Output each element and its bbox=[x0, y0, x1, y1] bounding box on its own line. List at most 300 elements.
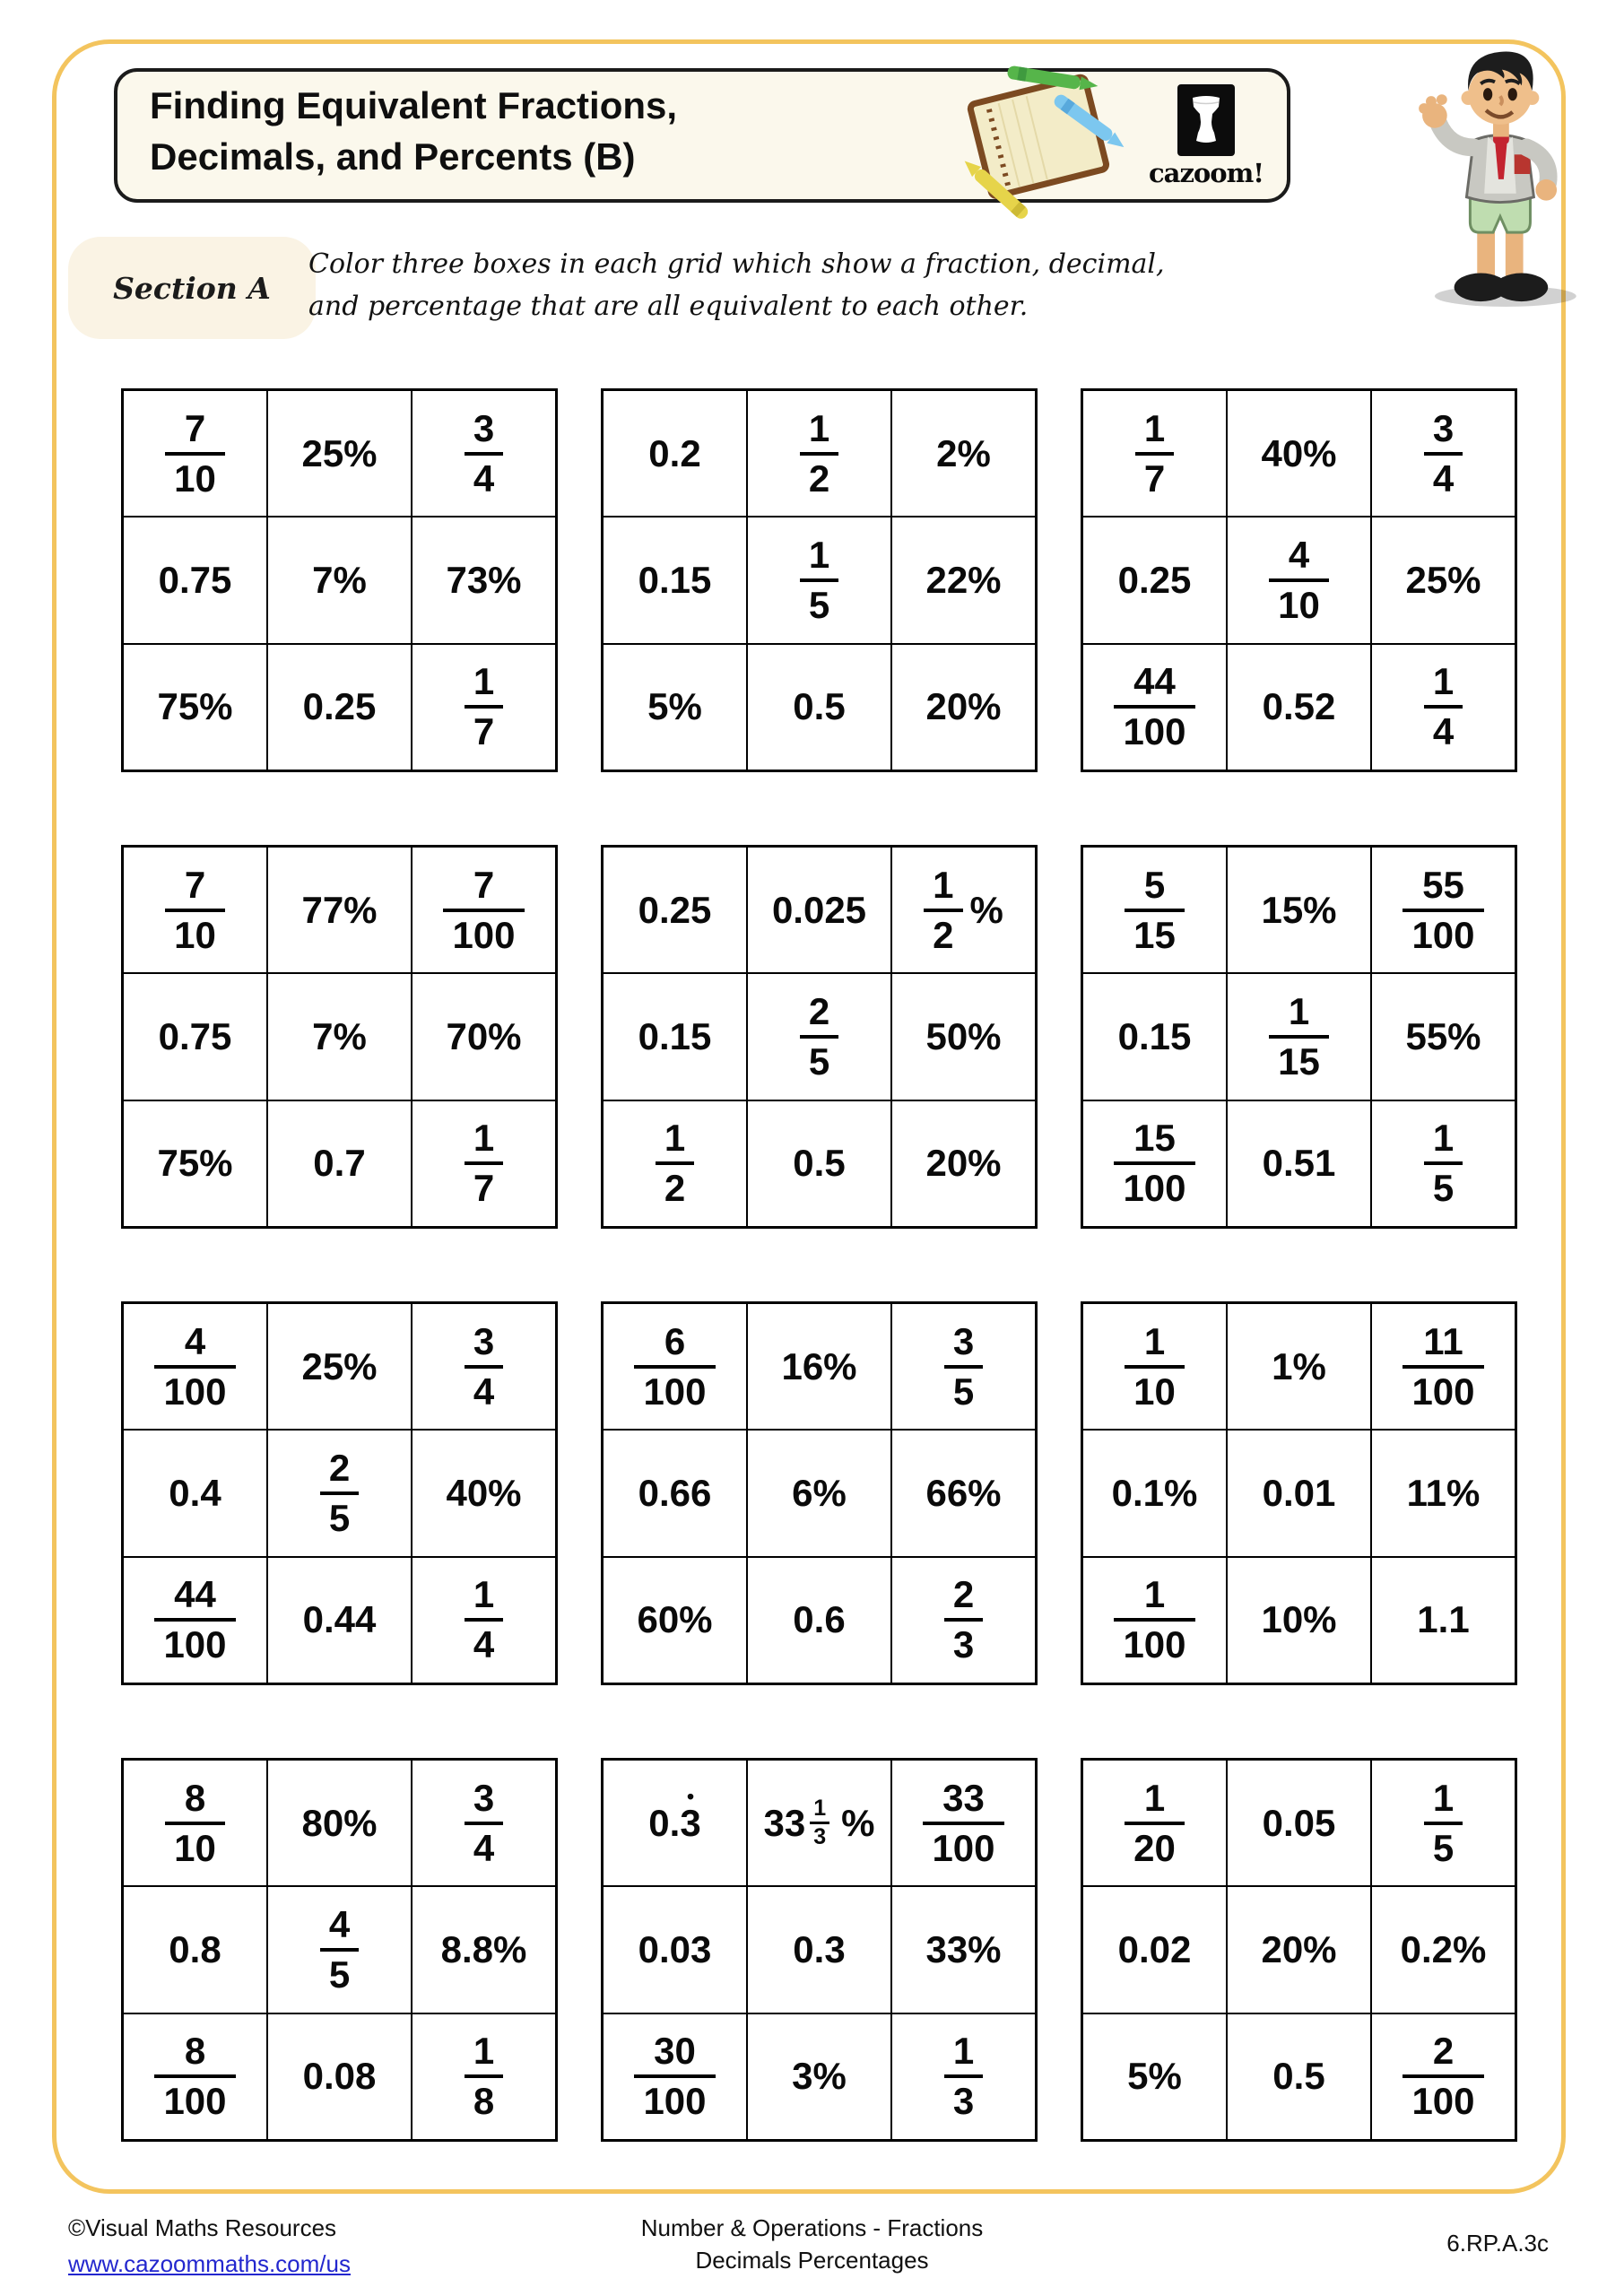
grid-7-cell-r2c1[interactable] bbox=[123, 1430, 267, 1556]
grid-9-cell-r2c3[interactable] bbox=[1371, 1430, 1515, 1556]
fraction-numerator: 1 bbox=[473, 1573, 495, 1616]
grid-11-cell-r2c1[interactable] bbox=[603, 1886, 747, 2013]
grid-4-cell-r3c1[interactable] bbox=[123, 1100, 267, 1227]
equivalence-grid-3 bbox=[1081, 388, 1517, 772]
fraction-numerator: 2 bbox=[1432, 2030, 1455, 2073]
grid-2-cell-r2c1[interactable] bbox=[603, 517, 747, 643]
fraction-numerator: 7 bbox=[473, 863, 495, 906]
cell-value: 20% bbox=[925, 1142, 1002, 1185]
fraction-denominator: 4 bbox=[465, 452, 503, 499]
grid-3-cell-r2c3[interactable] bbox=[1371, 517, 1515, 643]
fraction-denominator: 5 bbox=[320, 1948, 359, 1995]
grid-1-cell-r1c2[interactable] bbox=[267, 390, 412, 517]
fraction-numerator: 33 bbox=[942, 1776, 985, 1819]
grid-5-cell-r3c3[interactable] bbox=[891, 1100, 1036, 1227]
grid-9-cell-r3c2[interactable] bbox=[1227, 1557, 1371, 1683]
instructions-line2: and percentage that are all equivalent to each other. bbox=[308, 290, 1029, 322]
cell-value: 0.25 bbox=[638, 888, 712, 931]
grid-8-cell-r1c2[interactable] bbox=[747, 1303, 891, 1430]
fraction bbox=[154, 1319, 235, 1413]
fraction-numerator: 1 bbox=[1143, 1573, 1166, 1616]
footer-center bbox=[641, 2212, 983, 2277]
grid-3-cell-r1c3[interactable] bbox=[1371, 390, 1515, 517]
fraction-numerator: 8 bbox=[184, 2030, 206, 2073]
grid-4-cell-r1c1[interactable] bbox=[123, 847, 267, 973]
cell-value: 25% bbox=[1405, 558, 1481, 601]
fraction-denominator: 5 bbox=[800, 1035, 838, 1082]
fraction-denominator: 100 bbox=[1403, 1365, 1483, 1412]
fraction bbox=[443, 865, 524, 955]
grid-11-cell-r1c1[interactable] bbox=[603, 1760, 747, 1886]
grid-11-cell-r3c2[interactable] bbox=[747, 2013, 891, 2140]
fraction-denominator: 2 bbox=[924, 909, 962, 955]
grid-11-cell-r3c3[interactable] bbox=[891, 2013, 1036, 2140]
fraction-denominator: 20 bbox=[1125, 1822, 1185, 1868]
fraction bbox=[465, 1319, 503, 1413]
grid-3-cell-r3c2[interactable] bbox=[1227, 644, 1371, 770]
grid-12-cell-r2c1[interactable] bbox=[1082, 1886, 1227, 2013]
fraction-numerator: 3 bbox=[473, 406, 495, 449]
fraction bbox=[1114, 1575, 1194, 1665]
fraction-denominator: 15 bbox=[1269, 1035, 1329, 1082]
grid-8-cell-r2c3[interactable] bbox=[891, 1430, 1036, 1556]
cell-value: 1.1 bbox=[1417, 1598, 1470, 1641]
fraction bbox=[1125, 1319, 1185, 1413]
grid-6-cell-r1c1[interactable] bbox=[1082, 847, 1227, 973]
fraction bbox=[1269, 535, 1329, 625]
grid-4-cell-r2c2[interactable] bbox=[267, 973, 412, 1100]
grid-1-cell-r3c1[interactable] bbox=[123, 644, 267, 770]
grid-11-cell-r2c2[interactable] bbox=[747, 1886, 891, 2013]
mixed-number-percent bbox=[764, 1797, 875, 1848]
grid-7-cell-r3c3[interactable] bbox=[412, 1557, 556, 1683]
grid-9-cell-r3c1[interactable] bbox=[1082, 1557, 1227, 1683]
section-a-label: Section A bbox=[113, 270, 271, 306]
cell-value: 0.15 bbox=[638, 558, 712, 601]
grid-2-cell-r2c3[interactable] bbox=[891, 517, 1036, 643]
cell-value: 0.52 bbox=[1262, 685, 1336, 728]
fraction-denominator: 7 bbox=[465, 705, 503, 752]
fraction bbox=[1403, 865, 1483, 955]
fraction bbox=[1424, 406, 1463, 500]
fraction-numerator: 5 bbox=[1143, 863, 1166, 906]
cell-value: 8.8% bbox=[440, 1927, 527, 1970]
cell-value: 7% bbox=[312, 558, 367, 601]
grid-10-cell-r1c3[interactable] bbox=[412, 1760, 556, 1886]
grid-10-cell-r2c1[interactable] bbox=[123, 1886, 267, 2013]
fraction bbox=[165, 1776, 225, 1869]
grid-5-cell-r3c2[interactable] bbox=[747, 1100, 891, 1227]
fraction bbox=[800, 535, 838, 625]
cell-value: 0.03 bbox=[638, 1927, 712, 1970]
grid-3-cell-r2c1[interactable] bbox=[1082, 517, 1227, 643]
grid-6-cell-r1c2[interactable] bbox=[1227, 847, 1371, 973]
grid-8-cell-r3c1[interactable] bbox=[603, 1557, 747, 1683]
fraction-numerator: 1 bbox=[473, 660, 495, 703]
cell-value: 10% bbox=[1261, 1598, 1337, 1641]
cell-value: 0.01 bbox=[1262, 1471, 1336, 1514]
fraction-numerator: 1 bbox=[1143, 406, 1166, 449]
grid-5-cell-r1c3[interactable] bbox=[891, 847, 1036, 973]
section-instructions bbox=[308, 244, 1205, 327]
grid-12-cell-r1c1[interactable] bbox=[1082, 1760, 1227, 1886]
grid-6-cell-r2c2[interactable] bbox=[1227, 973, 1371, 1100]
equivalence-grid-8 bbox=[601, 1301, 1038, 1685]
fraction-denominator: 100 bbox=[1114, 1618, 1194, 1665]
grid-12-cell-r1c3[interactable] bbox=[1371, 1760, 1515, 1886]
fraction-denominator: 4 bbox=[1424, 452, 1463, 499]
grid-3-cell-r2c2[interactable] bbox=[1227, 517, 1371, 643]
cell-value: 0.15 bbox=[1117, 1014, 1192, 1057]
recurring-dot: • bbox=[686, 1784, 695, 1808]
grid-3-cell-r3c3[interactable] bbox=[1371, 644, 1515, 770]
cell-value: 25% bbox=[301, 1344, 378, 1387]
grid-10-cell-r1c2[interactable] bbox=[267, 1760, 412, 1886]
grid-3-cell-r3c1[interactable] bbox=[1082, 644, 1227, 770]
cell-value: 0.6 bbox=[793, 1598, 846, 1641]
fraction bbox=[165, 865, 225, 955]
percent-sign: % bbox=[969, 888, 1003, 931]
cell-value: 25% bbox=[301, 431, 378, 474]
fraction bbox=[154, 1575, 235, 1665]
fraction-numerator: 1 bbox=[1143, 1319, 1166, 1362]
fraction-numerator: 4 bbox=[1288, 533, 1310, 576]
fraction-numerator: 1 bbox=[952, 2030, 975, 2073]
fraction bbox=[320, 1448, 359, 1538]
page-title-line1: Finding Equivalent Fractions, bbox=[150, 84, 678, 126]
cell-value: 55% bbox=[1405, 1014, 1481, 1057]
fraction-numerator: 3 bbox=[1432, 406, 1455, 449]
fraction-numerator: 6 bbox=[664, 1319, 686, 1362]
equivalence-grid-6 bbox=[1081, 845, 1517, 1229]
grid-12-cell-r2c3[interactable] bbox=[1371, 1886, 1515, 2013]
fraction bbox=[634, 2031, 715, 2121]
fraction-numerator: 1 bbox=[808, 533, 830, 576]
fraction-denominator: 2 bbox=[800, 452, 838, 499]
percent-sign: % bbox=[841, 1801, 875, 1844]
cell-value: 0.5 bbox=[793, 1142, 846, 1185]
grid-8-cell-r2c2[interactable] bbox=[747, 1430, 891, 1556]
equivalence-grid-7 bbox=[121, 1301, 558, 1685]
grid-2-cell-r1c2[interactable] bbox=[747, 390, 891, 517]
cell-value: 0.8 bbox=[169, 1927, 221, 1970]
fraction-numerator: 1 bbox=[1432, 1776, 1455, 1819]
fraction-numerator: 44 bbox=[1133, 660, 1176, 703]
cell-value: 0.2% bbox=[1400, 1927, 1487, 1970]
fraction-denominator: 10 bbox=[1269, 578, 1329, 625]
fraction-numerator: 1 bbox=[933, 863, 954, 906]
grids-container bbox=[121, 388, 1517, 2142]
fraction-numerator: 2 bbox=[808, 989, 830, 1032]
grid-10-cell-r2c3[interactable] bbox=[412, 1886, 556, 2013]
grid-4-cell-r2c3[interactable] bbox=[412, 973, 556, 1100]
grid-1-cell-r2c1[interactable] bbox=[123, 517, 267, 643]
fraction-denominator: 100 bbox=[1403, 909, 1483, 955]
section-a-badge bbox=[68, 237, 316, 339]
grid-4-cell-r1c3[interactable] bbox=[412, 847, 556, 973]
grid-8-cell-r1c1[interactable] bbox=[603, 1303, 747, 1430]
cell-value: 0.75 bbox=[158, 1014, 232, 1057]
fraction-numerator: 2 bbox=[328, 1446, 351, 1489]
cell-value: 40% bbox=[1261, 431, 1337, 474]
fraction bbox=[1135, 406, 1174, 500]
fraction-numerator: 2 bbox=[952, 1573, 975, 1616]
fraction-denominator: 3 bbox=[944, 2074, 983, 2121]
fraction-denominator: 100 bbox=[154, 1365, 235, 1412]
grid-1-cell-r1c3[interactable] bbox=[412, 390, 556, 517]
fraction bbox=[810, 1797, 829, 1848]
cell-value: 0.51 bbox=[1262, 1142, 1336, 1185]
grid-11-cell-r1c2[interactable] bbox=[747, 1760, 891, 1886]
grid-2-cell-r1c1[interactable] bbox=[603, 390, 747, 517]
grid-1-cell-r2c3[interactable] bbox=[412, 517, 556, 643]
grid-11-cell-r2c3[interactable] bbox=[891, 1886, 1036, 2013]
fraction-denominator: 100 bbox=[1114, 1161, 1194, 1208]
instructions-line1: Color three boxes in each grid which show a fraction, decimal, bbox=[308, 248, 1165, 280]
recurring-digit: 3 • bbox=[680, 1784, 701, 1844]
grid-1-cell-r1c1[interactable] bbox=[123, 390, 267, 517]
equivalence-grid-9 bbox=[1081, 1301, 1517, 1685]
grid-5-cell-r2c3[interactable] bbox=[891, 973, 1036, 1100]
fraction-numerator: 1 bbox=[1143, 1776, 1166, 1819]
fraction-numerator: 1 bbox=[813, 1796, 827, 1822]
fraction-numerator: 8 bbox=[184, 1776, 206, 1819]
fraction bbox=[634, 1319, 715, 1413]
notebook-crayons-illustration bbox=[942, 56, 1136, 219]
grid-4-cell-r2c1[interactable] bbox=[123, 973, 267, 1100]
fraction-numerator: 15 bbox=[1133, 1117, 1176, 1160]
fraction bbox=[656, 1118, 694, 1208]
grid-7-cell-r1c3[interactable] bbox=[412, 1303, 556, 1430]
grid-5-cell-r1c2[interactable] bbox=[747, 847, 891, 973]
grid-8-cell-r3c2[interactable] bbox=[747, 1557, 891, 1683]
equivalence-grid-4 bbox=[121, 845, 558, 1229]
fraction bbox=[1424, 1118, 1463, 1208]
grid-1-cell-r3c2[interactable] bbox=[267, 644, 412, 770]
fraction-numerator: 1 bbox=[473, 1117, 495, 1160]
fraction-denominator: 3 bbox=[810, 1822, 829, 1848]
cell-value: 20% bbox=[925, 685, 1002, 728]
fraction-denominator: 8 bbox=[465, 2074, 503, 2121]
fraction-denominator: 3 bbox=[944, 1618, 983, 1665]
grid-2-cell-r2c2[interactable] bbox=[747, 517, 891, 643]
cell-value: 60% bbox=[637, 1598, 713, 1641]
grid-5-cell-r3c1[interactable] bbox=[603, 1100, 747, 1227]
grid-2-cell-r3c3[interactable] bbox=[891, 644, 1036, 770]
cell-value: 7% bbox=[312, 1014, 367, 1057]
cell-value: 20% bbox=[1261, 1927, 1337, 1970]
grid-10-cell-r3c3[interactable] bbox=[412, 2013, 556, 2140]
grid-8-cell-r1c3[interactable] bbox=[891, 1303, 1036, 1430]
fraction-denominator: 100 bbox=[1403, 2074, 1483, 2121]
equivalence-grid-11 bbox=[601, 1758, 1038, 2142]
fraction-numerator: 11 bbox=[1423, 1319, 1463, 1362]
grid-5-cell-r2c1[interactable] bbox=[603, 973, 747, 1100]
cell-value: 0.3 bbox=[793, 1927, 846, 1970]
fraction-denominator: 100 bbox=[154, 2074, 235, 2121]
fraction bbox=[800, 406, 838, 500]
fraction-numerator: 1 bbox=[664, 1117, 686, 1160]
cell-value: 0.02 bbox=[1117, 1927, 1192, 1970]
fraction-numerator: 1 bbox=[1432, 1117, 1455, 1160]
fraction bbox=[465, 2031, 503, 2121]
fraction bbox=[800, 989, 838, 1083]
grid-9-cell-r2c2[interactable] bbox=[1227, 1430, 1371, 1556]
grid-8-cell-r2c1[interactable] bbox=[603, 1430, 747, 1556]
cell-value: 16% bbox=[781, 1344, 857, 1387]
grid-6-cell-r2c3[interactable] bbox=[1371, 973, 1515, 1100]
worksheet-header bbox=[114, 68, 1290, 203]
page-title-line2: Decimals, and Percents (B) bbox=[150, 135, 636, 178]
fraction-denominator: 100 bbox=[1114, 705, 1194, 752]
fraction-denominator: 10 bbox=[165, 452, 225, 499]
grid-5-cell-r2c2[interactable] bbox=[747, 973, 891, 1100]
fraction-denominator: 4 bbox=[465, 1822, 503, 1868]
fraction-denominator: 5 bbox=[800, 578, 838, 625]
fraction bbox=[1403, 1319, 1483, 1413]
fraction-numerator: 3 bbox=[473, 1319, 495, 1362]
fraction bbox=[1424, 1776, 1463, 1869]
equivalence-grid-2 bbox=[601, 388, 1038, 772]
grid-12-cell-r2c2[interactable] bbox=[1227, 1886, 1371, 2013]
fraction-denominator: 7 bbox=[465, 1161, 503, 1208]
grid-9-cell-r3c3[interactable] bbox=[1371, 1557, 1515, 1683]
cell-value: 0.75 bbox=[158, 558, 232, 601]
cell-value: 77% bbox=[301, 888, 378, 931]
grid-7-cell-r2c3[interactable] bbox=[412, 1430, 556, 1556]
standard-code: 6.RP.A.3c bbox=[1446, 2230, 1549, 2257]
cell-value: 80% bbox=[301, 1801, 378, 1844]
cazoom-logo bbox=[1149, 84, 1264, 188]
recurring-decimal bbox=[648, 1784, 701, 1845]
fraction-numerator: 1 bbox=[1288, 989, 1310, 1032]
footer-left bbox=[68, 2212, 351, 2281]
grid-7-cell-r2c2[interactable] bbox=[267, 1430, 412, 1556]
grid-7-cell-r3c2[interactable] bbox=[267, 1557, 412, 1683]
grid-2-cell-r3c1[interactable] bbox=[603, 644, 747, 770]
fraction-denominator: 5 bbox=[320, 1492, 359, 1538]
fraction bbox=[1125, 1776, 1185, 1869]
fraction bbox=[165, 406, 225, 500]
recurring-decimal-prefix: 0. bbox=[648, 1801, 681, 1844]
cell-value: 0.025 bbox=[771, 888, 867, 931]
grid-9-cell-r2c1[interactable] bbox=[1082, 1430, 1227, 1556]
cazoom-website-link[interactable]: www.cazoommaths.com/us bbox=[68, 2250, 351, 2278]
grid-3-cell-r1c1[interactable] bbox=[1082, 390, 1227, 517]
cell-value: 0.25 bbox=[1117, 558, 1192, 601]
grid-1-cell-r3c3[interactable] bbox=[412, 644, 556, 770]
fraction-numerator: 55 bbox=[1422, 863, 1464, 906]
grid-6-cell-r2c1[interactable] bbox=[1082, 973, 1227, 1100]
fraction bbox=[154, 2031, 235, 2121]
grid-7-cell-r1c2[interactable] bbox=[267, 1303, 412, 1430]
fraction-denominator: 7 bbox=[1135, 452, 1174, 499]
cell-value: 1% bbox=[1272, 1344, 1326, 1387]
fraction bbox=[944, 2031, 983, 2121]
grid-4-cell-r3c3[interactable] bbox=[412, 1100, 556, 1227]
fraction-denominator: 5 bbox=[1424, 1161, 1463, 1208]
cell-value: 0.66 bbox=[638, 1471, 712, 1514]
cell-value: 70% bbox=[446, 1014, 522, 1057]
grid-11-cell-r3c1[interactable] bbox=[603, 2013, 747, 2140]
grid-6-cell-r3c1[interactable] bbox=[1082, 1100, 1227, 1227]
fraction-numerator: 3 bbox=[473, 1776, 495, 1819]
grid-4-cell-r1c2[interactable] bbox=[267, 847, 412, 973]
grid-4-cell-r3c2[interactable] bbox=[267, 1100, 412, 1227]
grid-9-cell-r1c2[interactable] bbox=[1227, 1303, 1371, 1430]
fraction bbox=[465, 406, 503, 500]
fraction-denominator: 100 bbox=[923, 1822, 1003, 1868]
fraction bbox=[944, 1319, 983, 1413]
fraction-denominator: 5 bbox=[1424, 1822, 1463, 1868]
grid-7-cell-r1c1[interactable] bbox=[123, 1303, 267, 1430]
cell-value: 33% bbox=[925, 1927, 1002, 1970]
grid-3-cell-r1c2[interactable] bbox=[1227, 390, 1371, 517]
grid-12-cell-r1c2[interactable] bbox=[1227, 1760, 1371, 1886]
grid-9-cell-r1c3[interactable] bbox=[1371, 1303, 1515, 1430]
cell-value: 0.5 bbox=[1272, 2055, 1325, 2098]
cell-value: 0.5 bbox=[793, 685, 846, 728]
fraction-numerator: 4 bbox=[184, 1319, 206, 1362]
fraction bbox=[320, 1902, 359, 1996]
fraction bbox=[1269, 989, 1329, 1083]
fraction-numerator: 4 bbox=[328, 1902, 351, 1945]
grid-10-cell-r3c2[interactable] bbox=[267, 2013, 412, 2140]
equivalence-grid-5 bbox=[601, 845, 1038, 1229]
fraction-numerator: 1 bbox=[473, 2030, 495, 2073]
fraction bbox=[465, 1575, 503, 1665]
grid-6-cell-r3c2[interactable] bbox=[1227, 1100, 1371, 1227]
cell-value: 75% bbox=[157, 1142, 233, 1185]
grid-11-cell-r1c3[interactable] bbox=[891, 1760, 1036, 1886]
grid-12-cell-r3c3[interactable] bbox=[1371, 2013, 1515, 2140]
cell-value: 5% bbox=[1127, 2055, 1182, 2098]
grid-12-cell-r3c1[interactable] bbox=[1082, 2013, 1227, 2140]
fraction-denominator: 100 bbox=[634, 1365, 715, 1412]
cell-value: 11% bbox=[1406, 1471, 1481, 1514]
grid-8-cell-r3c3[interactable] bbox=[891, 1557, 1036, 1683]
fraction bbox=[1114, 662, 1194, 752]
fraction-numerator: 1 bbox=[1432, 660, 1455, 703]
fraction bbox=[465, 1776, 503, 1869]
copyright-text: ©Visual Maths Resources bbox=[68, 2214, 337, 2241]
fraction-numerator: 44 bbox=[174, 1573, 216, 1616]
grid-10-cell-r1c1[interactable] bbox=[123, 1760, 267, 1886]
cell-value: 2% bbox=[936, 431, 991, 474]
grid-10-cell-r2c2[interactable] bbox=[267, 1886, 412, 2013]
grid-7-cell-r3c1[interactable] bbox=[123, 1557, 267, 1683]
grid-5-cell-r1c1[interactable] bbox=[603, 847, 747, 973]
equivalence-grid-12 bbox=[1081, 1758, 1517, 2142]
grid-6-cell-r1c3[interactable] bbox=[1371, 847, 1515, 973]
grid-2-cell-r3c2[interactable] bbox=[747, 644, 891, 770]
grid-1-cell-r2c2[interactable] bbox=[267, 517, 412, 643]
fraction-denominator: 5 bbox=[944, 1365, 983, 1412]
fraction-numerator: 3 bbox=[952, 1319, 975, 1362]
cell-value: 3% bbox=[792, 2055, 847, 2098]
cell-value: 50% bbox=[925, 1014, 1002, 1057]
page-title bbox=[150, 81, 677, 182]
grid-9-cell-r1c1[interactable] bbox=[1082, 1303, 1227, 1430]
fraction-denominator: 100 bbox=[443, 909, 524, 955]
grid-10-cell-r3c1[interactable] bbox=[123, 2013, 267, 2140]
grid-12-cell-r3c2[interactable] bbox=[1227, 2013, 1371, 2140]
fraction bbox=[924, 865, 962, 955]
fraction-denominator: 10 bbox=[165, 1822, 225, 1868]
whole-number: 33 bbox=[763, 1801, 806, 1844]
grid-2-cell-r1c3[interactable] bbox=[891, 390, 1036, 517]
grid-6-cell-r3c3[interactable] bbox=[1371, 1100, 1515, 1227]
